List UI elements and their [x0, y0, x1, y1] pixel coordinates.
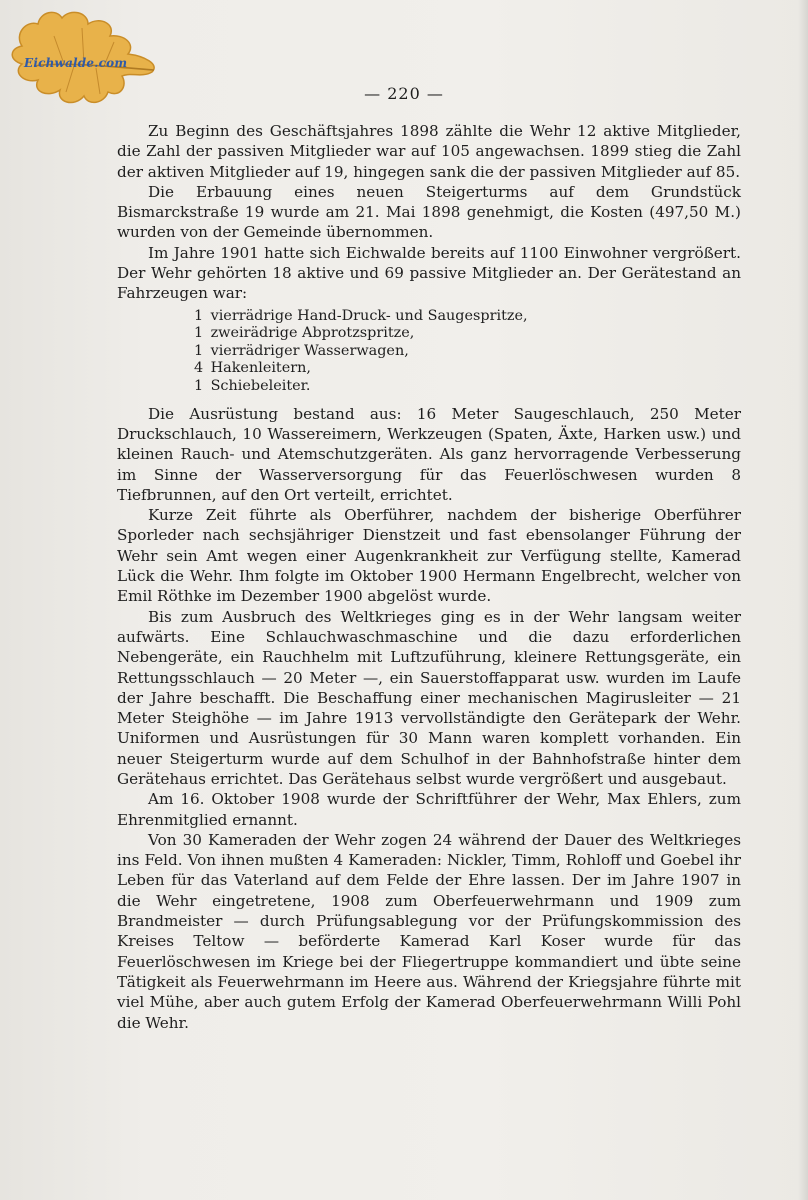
item-label: Schiebeleiter.	[210, 378, 311, 395]
paragraph: Im Jahre 1901 hatte sich Eichwalde bereits auf 1100 Einwohner vergrößert. Der Wehr gehörten 18 aktive und 69 passive Mitglieder an. Der Gerätestand an Fahrzeugen war:	[117, 243, 741, 303]
page-number: — 220 —	[364, 84, 444, 103]
list-item	[194, 325, 741, 343]
paragraph: Von 30 Kameraden der Wehr zogen 24 während der Dauer des Weltkrieges ins Feld. Von ihnen mußten 4 Kameraden: Nickler, Timm, Rohloff und Goebel ihr Leben für das Vaterland auf dem Felde der Ehre lassen. Der im Jahre 1907 in die Wehr eingetretene, 1908 zum Oberfeuerwehrmann und 1909 zum Brandmeister — durch Prüfungsablegung vor der Prüfungskommission des Kreises Teltow — beförderte Kamerad Karl Koser wurde für das Feuerlöschwesen im Kriege bei der Fliegertruppe kommandiert und übte seine Tätigkeit als Feuerwehrmann im Heere aus. Während der Kriegsjahre führte mit viel Mühe, aber auch gutem Erfolg der Kamerad Oberfeuerwehrmann Willi Pohl die Wehr.	[117, 830, 741, 1032]
equipment-list	[117, 308, 741, 396]
item-quantity: 1	[194, 342, 204, 359]
paragraph: Zu Beginn des Geschäftsjahres 1898 zählte die Wehr 12 aktive Mitglieder, die Zahl der passiven Mitglieder war auf 105 angewachsen. 1899 stieg die Zahl der aktiven Mitglieder auf 19, hingegen sank die der passiven Mitglieder auf 85.	[117, 122, 741, 181]
list-item	[194, 378, 741, 396]
item-quantity: 1	[194, 325, 204, 342]
logo-text: Eichwalde.com	[24, 56, 128, 70]
item-label: vierrädriger Wasserwagen,	[210, 342, 409, 359]
list-item	[194, 343, 741, 361]
paragraph: Kurze Zeit führte als Oberführer, nachdem der bisherige Oberführer Sporleder nach sechsjähriger Dienstzeit und fast ebensolanger Führung der Wehr sein Amt wegen einer Augenkrankheit zur Verfügung stellte, Kamerad Lück die Wehr. Ihm folgte im Oktober 1900 Hermann Engelbrecht, welcher von Emil Röthke im Dezember 1900 abgelöst wurde.	[117, 506, 741, 606]
item-label: zweirädrige Abprotzspritze,	[210, 325, 415, 342]
page-edge-shadow	[798, 0, 808, 1200]
paragraph: Bis zum Ausbruch des Weltkrieges ging es in der Wehr langsam weiter aufwärts. Eine Schlauchwaschmaschine und die dazu erforderlichen Nebengeräte, ein Rauchhelm mit Luftzuführung, kleinere Rettungsgeräte, ein Rettungsschlauch — 20 Meter —, ein Sauerstoffapparat usw. wurden im Laufe der Jahre beschafft. Die Beschaffung einer mechanischen Magirusleiter — 21 Meter Steighöhe — im Jahre 1913 vervollständigte den Gerätepark der Wehr. Uniformen und Ausrüstungen für 30 Mann waren komplett vorhanden. Ein neuer Steigerturm wurde auf dem Schulhof in der Bahnhofstraße hinter dem Gerätehaus errichtet. Das Gerätehaus selbst wurde vergrößert und ausgebaut.	[117, 607, 741, 788]
paragraph: Die Ausrüstung bestand aus: 16 Meter Saugeschlauch, 250 Meter Druckschlauch, 10 Wassereimern, Werkzeugen (Spaten, Äxte, Harken usw.) und kleinen Rauch- und Atemschutzgeräten. Als ganz hervorragende Verbesserung im Sinne der Wasserversorgung für das Feuerlöschwesen wurden 8 Tiefbrunnen, auf den Ort verteilt, errichtet.	[117, 404, 741, 504]
item-quantity: 1	[194, 307, 204, 324]
item-label: vierrädrige Hand-Druck- und Saugespritze,	[210, 307, 528, 324]
item-quantity: 1	[194, 378, 204, 395]
body-text	[117, 121, 741, 1033]
paragraph: Die Erbauung eines neuen Steigerturms auf dem Grundstück Bismarckstraße 19 wurde am 21. Mai 1898 genehmigt, die Kosten (497,50 M.) wurden von der Gemeinde übernommen.	[117, 182, 741, 242]
item-quantity: 4	[194, 360, 204, 377]
paragraph: Am 16. Oktober 1908 wurde der Schriftführer der Wehr, Max Ehlers, zum Ehrenmitglied ernannt.	[117, 790, 741, 829]
list-item	[194, 308, 741, 326]
item-label: Hakenleitern,	[210, 360, 311, 377]
list-item	[194, 360, 741, 378]
